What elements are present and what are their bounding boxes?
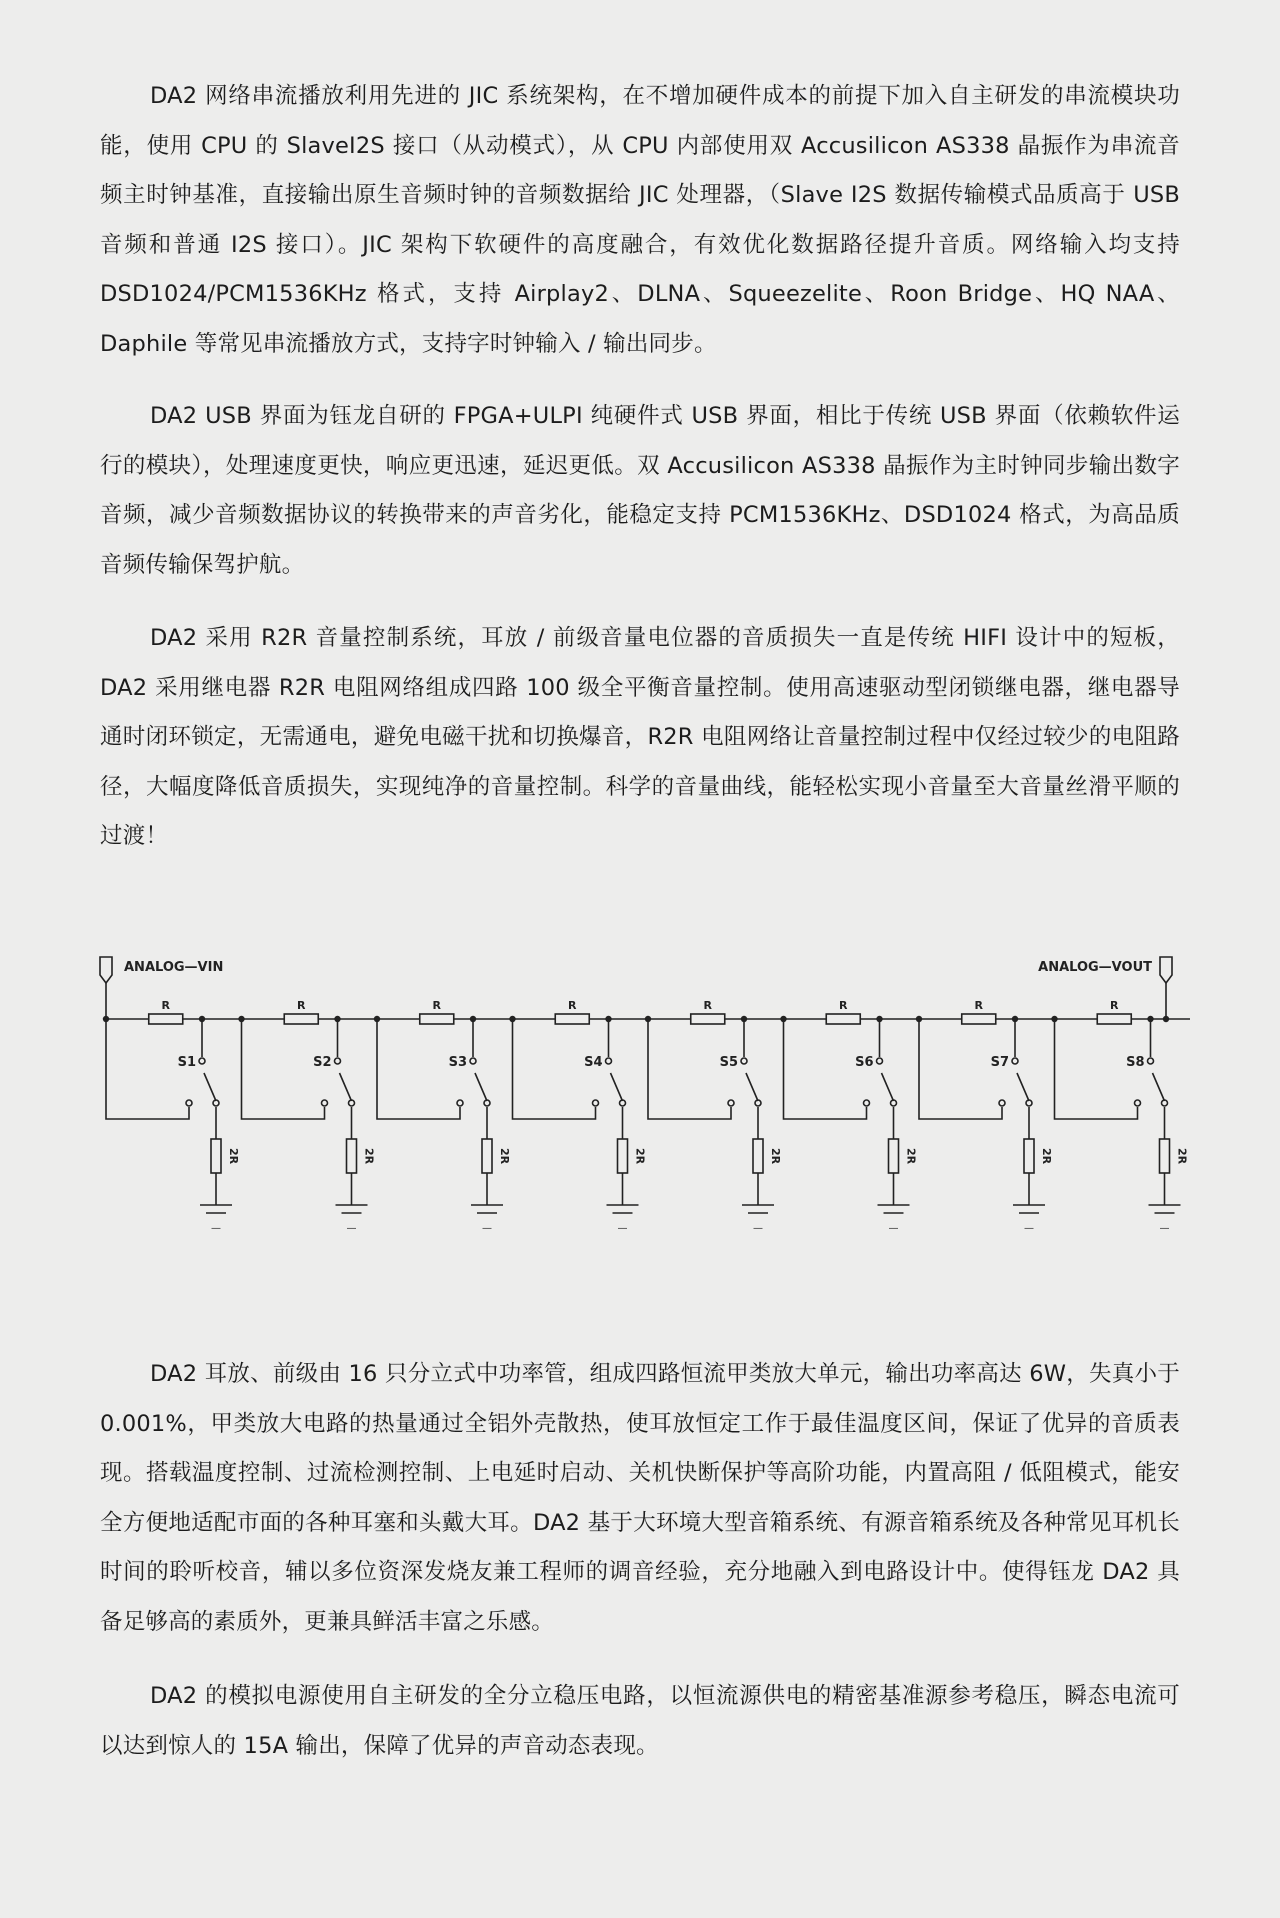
switch-label: S7	[990, 1055, 1009, 1070]
switch-contact	[199, 1058, 205, 1064]
series-resistor	[962, 1014, 996, 1024]
switch-label: S6	[855, 1055, 874, 1070]
paragraph-streaming: DA2 网络串流播放利用先进的 JIC 系统架构，在不增加硬件成本的前提下加入自主研发的串流模块功能，使用 CPU 的 SlaveI2S 接口（从动模式），从 CPU 内部使用双 Accusilicon AS338 晶振作为串流音频主时钟基准，直接输出原生音频时钟的音频数据给 JIC 处理器，（Slave I2S 数据传输模式品质高于 USB 音频和普通 I2S 接口）。JIC 架构下软硬件的高度融合，有效优化数据路径提升音质。网络输入均支持 DSD1024/PCM1536KHz 格式，支持 Airplay2、DLNA、Squeezelite、Roon Bridge、HQ NAA、Daphile 等常见串流播放方式，支持字时钟输入 / 输出同步。	[100, 83, 1180, 357]
ground-label: —	[617, 1223, 628, 1234]
switch-contact	[1148, 1058, 1154, 1064]
switch-label: S3	[448, 1055, 467, 1070]
series-resistor-label: R	[839, 999, 848, 1012]
switch-contact	[864, 1100, 870, 1106]
paragraph-amplifier: DA2 耳放、前级由 16 只分立式中功率管，组成四路恒流甲类放大单元，输出功率高达 6W，失真小于 0.001%，甲类放大电路的热量通过全铝外壳散热，使耳放恒定工作于最佳温度区间，保证了优异的音质表现。搭载温度控制、过流检测控制、上电延时启动、关机快断保护等高阶功能，内置高阻 / 低阻模式，能安全方便地适配市面的各种耳塞和头戴大耳。DA2 基于大环境大型音箱系统、有源音箱系统及各种常见耳机长时间的聆听校音，辅以多位资深发烧友兼工程师的调音经验，充分地融入到电路设计中。使得钰龙 DA2 具备足够高的素质外，更兼具鲜活丰富之乐感。	[100, 1361, 1180, 1635]
switch-contact	[1135, 1100, 1141, 1106]
switch-return-wire	[242, 1019, 325, 1119]
switch-blade	[204, 1073, 216, 1101]
switch-label: S1	[177, 1055, 196, 1070]
ground-label: —	[1159, 1223, 1170, 1234]
output-label: ANALOG—VOUT	[1038, 960, 1152, 975]
switch-return-wire	[648, 1019, 731, 1119]
shunt-resistor	[482, 1139, 492, 1173]
series-resistor-label: R	[432, 999, 441, 1012]
shunt-resistor-label: 2R	[498, 1147, 511, 1165]
switch-blade	[746, 1073, 758, 1101]
paragraph-power-supply: DA2 的模拟电源使用自主研发的全分立稳压电路，以恒流源供电的精密基准源参考稳压，瞬态电流可以达到惊人的 15A 输出，保障了优异的声音动态表现。	[100, 1683, 1180, 1759]
switch-blade	[475, 1073, 487, 1101]
switch-return-wire	[1055, 1019, 1138, 1119]
shunt-resistor	[753, 1139, 763, 1173]
switch-return-wire	[513, 1019, 596, 1119]
ground-label: —	[211, 1223, 221, 1234]
series-resistor	[1097, 1014, 1131, 1024]
switch-blade	[1017, 1073, 1029, 1101]
ground-label: —	[346, 1223, 357, 1234]
ground-label: —	[888, 1223, 899, 1234]
switch-return-wire	[106, 1019, 189, 1119]
switch-blade	[882, 1073, 894, 1101]
switch-contact	[186, 1100, 192, 1106]
switch-contact	[999, 1100, 1005, 1106]
series-resistor	[691, 1014, 725, 1024]
switch-contact	[457, 1100, 463, 1106]
shunt-resistor-label: 2R	[227, 1147, 240, 1165]
shunt-resistor	[1160, 1139, 1170, 1173]
switch-contact	[593, 1100, 599, 1106]
shunt-resistor-label: 2R	[1175, 1147, 1189, 1165]
shunt-resistor-label: 2R	[362, 1147, 376, 1165]
switch-contact	[322, 1100, 328, 1106]
switch-blade	[1153, 1073, 1165, 1101]
shunt-resistor	[211, 1139, 221, 1173]
input-port-icon	[100, 957, 112, 983]
shunt-resistor	[889, 1139, 899, 1173]
series-resistor-label: R	[161, 999, 170, 1012]
series-resistor-label: R	[568, 999, 577, 1012]
shunt-resistor-label: 2R	[1040, 1147, 1053, 1165]
switch-blade	[611, 1073, 623, 1101]
switch-return-wire	[919, 1019, 1002, 1119]
shunt-resistor	[1024, 1139, 1034, 1173]
switch-label: S4	[584, 1055, 603, 1070]
shunt-resistor-label: 2R	[769, 1147, 782, 1165]
series-resistor	[555, 1014, 589, 1024]
switch-contact	[1012, 1058, 1018, 1064]
series-resistor-label: R	[703, 999, 712, 1012]
switch-label: S5	[719, 1055, 738, 1070]
series-resistor-label: R	[297, 999, 306, 1012]
output-port-icon	[1160, 957, 1172, 983]
switch-return-wire	[377, 1019, 460, 1119]
paragraph-usb: DA2 USB 界面为钰龙自研的 FPGA+ULPI 纯硬件式 USB 界面，相比于传统 USB 界面（依赖软件运行的模块），处理速度更快，响应更迅速，延迟更低。双 Accusilicon AS338 晶振作为主时钟同步输出数字音频，减少音频数据协议的转换带来的声音劣化，能稳定支持 PCM1536KHz、DSD1024 格式，为高品质音频传输保驾护航。	[100, 403, 1180, 578]
switch-contact	[470, 1058, 476, 1064]
junction-dot	[1163, 1016, 1169, 1022]
ground-label: —	[753, 1223, 763, 1234]
switch-contact	[728, 1100, 734, 1106]
series-resistor	[826, 1014, 860, 1024]
series-resistor	[420, 1014, 454, 1024]
series-resistor	[284, 1014, 318, 1024]
switch-label: S2	[313, 1055, 332, 1070]
r2r-ladder-diagram	[90, 945, 1190, 1245]
shunt-resistor	[618, 1139, 628, 1173]
series-resistor-label: R	[974, 999, 983, 1012]
series-resistor	[149, 1014, 183, 1024]
paragraph-volume-control: DA2 采用 R2R 音量控制系统，耳放 / 前级音量电位器的音质损失一直是传统 HIFI 设计中的短板，DA2 采用继电器 R2R 电阻网络组成四路 100 级全平衡音量控制。使用高速驱动型闭锁继电器，继电器导通时闭环锁定，无需通电，避免电磁干扰和切换爆音，R2R 电阻网络让音量控制过程中仅经过较少的电阻路径，大幅度降低音质损失，实现纯净的音量控制。科学的音量曲线，能轻松实现小音量至大音量丝滑平顺的过渡！	[100, 625, 1180, 849]
shunt-resistor	[347, 1139, 357, 1173]
input-label: ANALOG—VIN	[124, 960, 224, 975]
ground-label: —	[482, 1223, 492, 1234]
switch-blade	[340, 1073, 352, 1101]
switch-contact	[606, 1058, 612, 1064]
shunt-resistor-label: 2R	[904, 1147, 918, 1165]
switch-contact	[741, 1058, 747, 1064]
switch-return-wire	[784, 1019, 867, 1119]
switch-contact	[335, 1058, 341, 1064]
shunt-resistor-label: 2R	[633, 1147, 647, 1165]
switch-contact	[877, 1058, 883, 1064]
ground-label: —	[1024, 1223, 1034, 1234]
series-resistor-label: R	[1110, 999, 1119, 1012]
switch-label: S8	[1126, 1055, 1145, 1070]
